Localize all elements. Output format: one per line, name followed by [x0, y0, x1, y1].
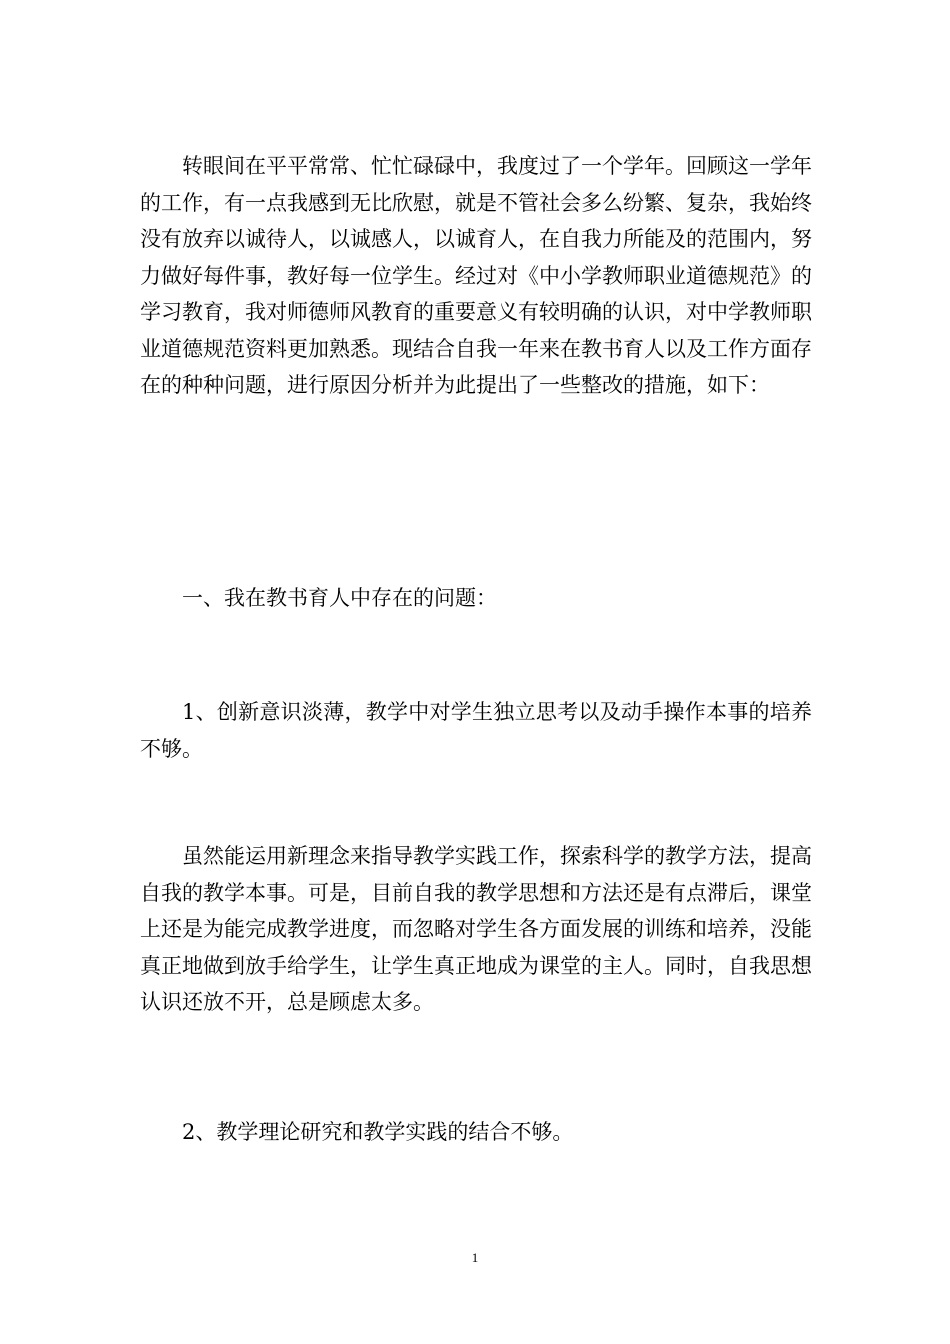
problem-1-explanation: 虽然能运用新理念来指导教学实践工作，探索科学的教学方法，提高自我的教学本事。可是，目前自我的教学思想和方法还是有点滞后，课堂上还是为能完成教学进度，而忽略对学生各方面发展的训练和培养，没能真正地做到放手给学生，让学生真正地成为课堂的主人。同时，自我思想认识还放不开，总是顾虑太多。	[140, 844, 812, 1014]
problem-item-2: 2、教学理论研究和教学实践的结合不够。	[182, 1120, 574, 1144]
section-heading-problems: 一、我在教书育人中存在的问题：	[182, 586, 497, 610]
intro-paragraph: 转眼间在平平常常、忙忙碌碌中，我度过了一个学年。回顾这一学年的工作，有一点我感到无比欣慰，就是不管社会多么纷繁、复杂，我始终没有放弃以诚待人，以诚感人，以诚育人，在自我力所能及的范围内，努力做好每件事，教好每一位学生。经过对《中小学教师职业道德规范》的学习教育，我对师德师风教育的重要意义有较明确的认识，对中学教师职业道德规范资料更加熟悉。现结合自我一年来在教书育人以及工作方面存在的种种问题，进行原因分析并为此提出了一些整改的措施，如下：	[140, 154, 812, 397]
problem-item-1: 1、创新意识淡薄，教学中对学生独立思考以及动手操作本事的培养不够。	[140, 700, 812, 761]
page-number: 1	[471, 1250, 479, 1265]
